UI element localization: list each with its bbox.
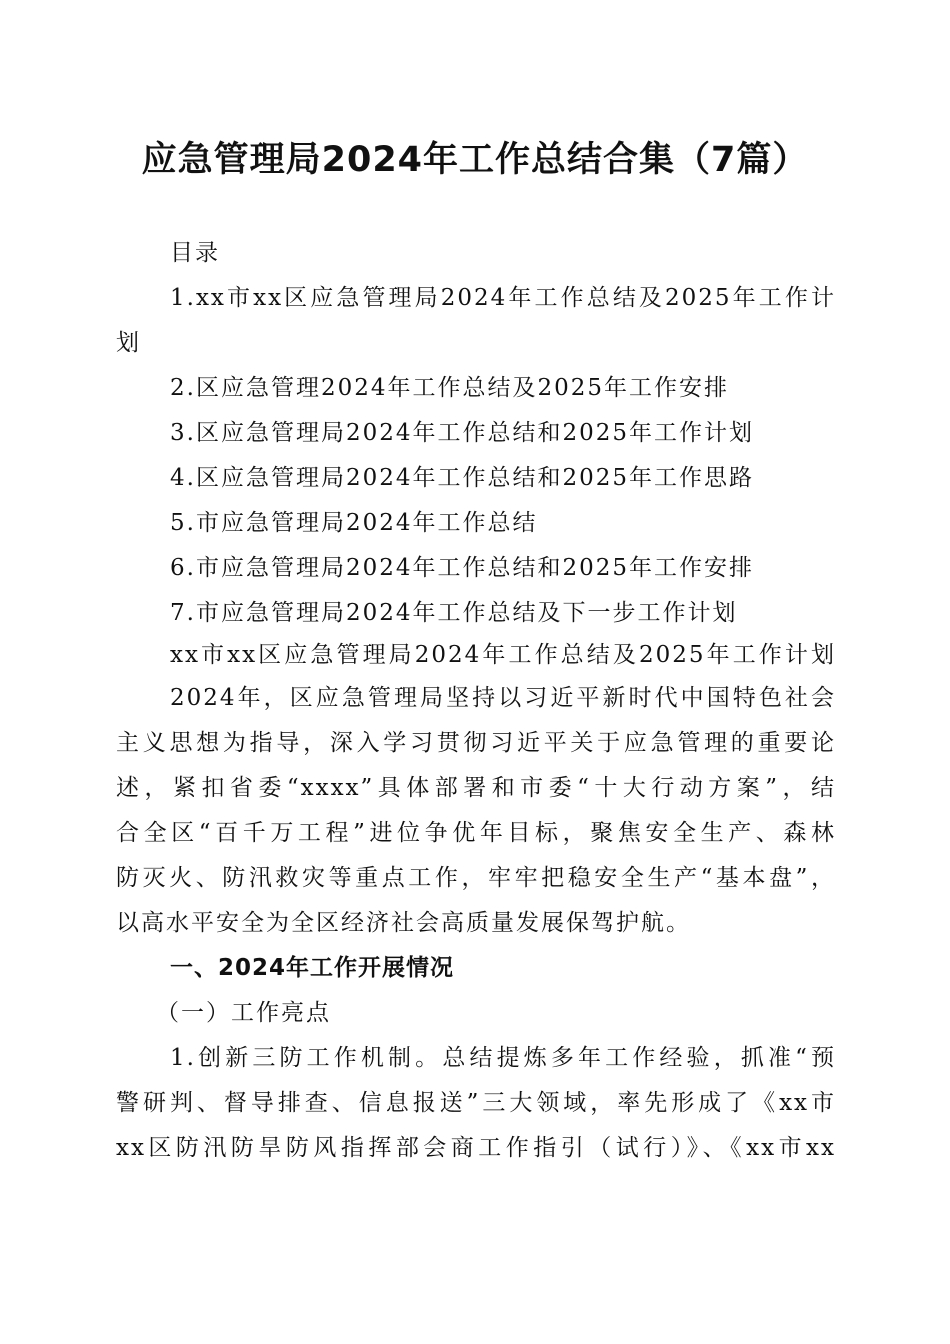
- para1-line: 以高水平安全为全区经济社会高质量发展保驾护航。: [116, 910, 691, 936]
- para1-line: 2024年，区应急管理局坚持以习近平新时代中国特色社会: [170, 685, 836, 711]
- para1-line: 合全区“百千万工程”进位争优年目标，聚焦安全生产、森林: [116, 820, 836, 846]
- subsection-heading: （一）工作亮点: [156, 1000, 331, 1026]
- document-title: 应急管理局2024年工作总结合集（7篇）: [141, 140, 809, 180]
- toc-item-1-line1: 1.xx市xx区应急管理局2024年工作总结及2025年工作计: [170, 285, 836, 311]
- toc-item-5: 5.市应急管理局2024年工作总结: [170, 510, 538, 536]
- para2-line: 警研判、督导排查、信息报送”三大领域，率先形成了《xx市: [116, 1090, 836, 1116]
- para1-line: 防灭火、防汛救灾等重点工作，牢牢把稳安全生产“基本盘”，: [116, 865, 836, 891]
- toc-item-7: 7.市应急管理局2024年工作总结及下一步工作计划: [170, 600, 738, 626]
- article-title: xx市xx区应急管理局2024年工作总结及2025年工作计划: [170, 642, 836, 668]
- toc-item-1-line2: 划: [116, 330, 141, 356]
- toc-item-2: 2.区应急管理2024年工作总结及2025年工作安排: [170, 375, 730, 401]
- toc-item-6: 6.市应急管理局2024年工作总结和2025年工作安排: [170, 555, 755, 581]
- toc-label: 目录: [170, 240, 220, 266]
- para2-line: 1.创新三防工作机制。总结提炼多年工作经验，抓准“预: [170, 1045, 836, 1071]
- toc-item-3: 3.区应急管理局2024年工作总结和2025年工作计划: [170, 420, 755, 446]
- para2-line: xx区防汛防旱防风指挥部会商工作指引（试行）》、《xx市xx: [116, 1135, 836, 1161]
- para1-line: 主义思想为指导，深入学习贯彻习近平关于应急管理的重要论: [116, 730, 836, 756]
- section-heading: 一、2024年工作开展情况: [170, 955, 455, 981]
- para1-line: 述，紧扣省委“xxxx”具体部署和市委“十大行动方案”，结: [116, 775, 836, 801]
- toc-item-4: 4.区应急管理局2024年工作总结和2025年工作思路: [170, 465, 755, 491]
